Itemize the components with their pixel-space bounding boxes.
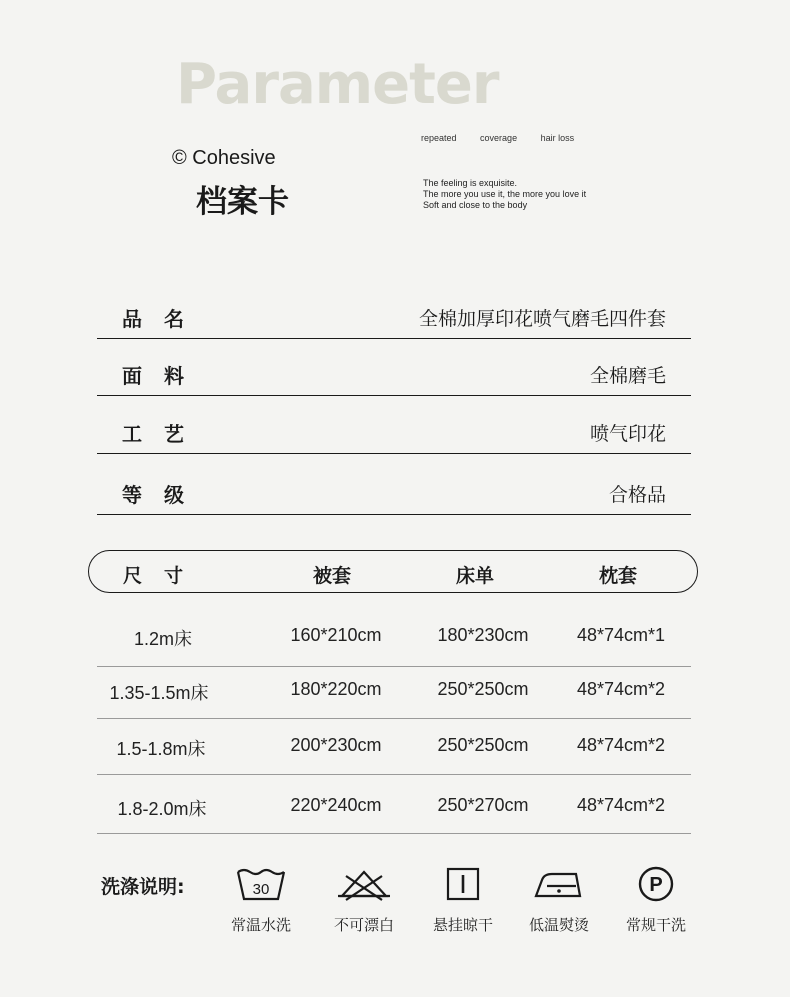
param-label: 工艺 [122,422,206,446]
table-row [97,612,691,667]
low-iron-icon [532,866,586,902]
care-item-line-dry [418,866,508,935]
table-cell: 1.2m床 [133,629,193,649]
description-line: The more you use it, the more you love it [423,189,587,199]
care-text: 常规干洗 [625,916,686,934]
tag-list [421,133,595,143]
tag: repeated [421,133,457,143]
column-header-duvet: 被套 [313,565,352,587]
care-item-wash [216,866,306,935]
care-item-no-bleach [319,866,409,935]
table-cell: 250*250cm [437,679,529,699]
column-header-size: 尺寸 [123,565,206,587]
table-cell: 48*74cm*2 [576,735,666,755]
line-dry-icon [443,866,483,902]
tag: hair loss [540,133,575,143]
description-line: The feeling is exquisite. [423,178,518,188]
table-cell: 1.35-1.5m床 [109,683,209,703]
care-item-dry-clean [611,866,701,935]
table-row [97,719,691,775]
param-value: 全棉磨毛 [589,365,666,387]
param-row-grade [97,458,691,515]
param-row-fabric [97,339,691,396]
card-title: 档案卡 [196,184,289,220]
care-text: 常温水洗 [230,916,291,934]
brand-name: © Cohesive [172,147,276,169]
table-row [97,667,691,719]
table-cell: 48*74cm*2 [576,679,666,699]
table-cell: 180*230cm [437,625,529,645]
care-item-iron [514,866,604,935]
no-bleach-icon [336,866,392,902]
table-cell: 1.8-2.0m床 [117,799,207,819]
column-header-pillowcase: 枕套 [599,565,638,587]
table-cell: 200*230cm [290,735,382,755]
table-cell: 48*74cm*2 [576,795,666,815]
care-text: 不可漂白 [333,916,394,934]
page-title: Parameter [176,52,499,117]
table-cell: 250*250cm [437,735,529,755]
table-cell: 250*270cm [437,795,529,815]
param-label: 等级 [122,483,206,507]
table-cell: 160*210cm [290,625,382,645]
care-label: 洗涤说明: [101,876,185,898]
table-row [97,775,691,834]
dry-clean-letter: P [649,874,663,896]
table-cell: 180*220cm [290,679,382,699]
param-value: 合格品 [608,484,666,506]
care-text: 低温熨烫 [528,916,589,934]
table-cell: 48*74cm*1 [576,625,666,645]
param-label: 品名 [122,307,206,331]
wash-temperature: 30 [252,881,270,898]
description [423,178,586,211]
description-line: Soft and close to the body [423,200,528,210]
param-label: 面料 [122,364,206,388]
table-cell: 1.5-1.8m床 [116,739,206,759]
param-row-process [97,397,691,454]
column-header-sheet: 床单 [456,565,495,587]
tag: coverage [480,133,518,143]
param-row-name [97,282,691,339]
param-value: 全棉加厚印花喷气磨毛四件套 [418,308,666,330]
wash-30-icon [235,866,287,902]
care-text: 悬挂晾干 [432,916,493,934]
param-value: 喷气印花 [589,423,666,445]
table-cell: 220*240cm [290,795,382,815]
size-table-header [88,550,698,593]
dry-clean-p-icon [636,866,676,902]
